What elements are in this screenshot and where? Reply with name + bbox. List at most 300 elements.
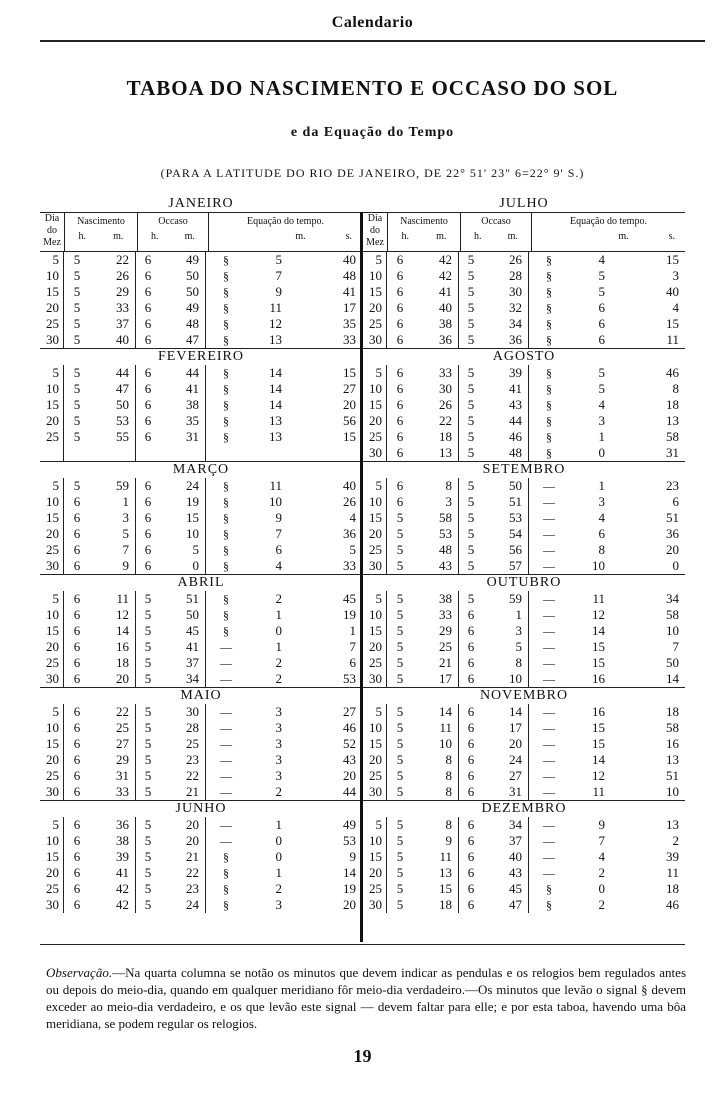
table-row [40,752,362,768]
sunrise-hour: 6 [396,494,404,509]
equation-sec: 17 [343,300,356,315]
page-subtitle: e da Equação do Tempo [290,125,455,140]
empty-cell [246,445,288,461]
equation-sec: 40 [343,252,356,267]
header-h: h. [78,231,87,242]
equation-sign: — [543,672,555,686]
sunset-hour: 5 [467,332,475,347]
sunrise-hour: 6 [73,639,81,654]
equation-sign: — [220,656,232,670]
sunset-min: 23 [160,752,206,768]
sunset-hour: 5 [467,542,475,557]
sunrise-hour: 6 [396,365,404,380]
equation-sec: 15 [343,429,356,444]
table-row [40,429,362,445]
equation-sign: § [223,382,229,396]
sunrise-min: 22 [413,413,459,429]
month-block-left [40,196,362,348]
equation-sec: 31 [666,445,679,460]
sunrise-min: 37 [90,316,136,332]
sunrise-hour: 6 [396,300,404,315]
sunrise-min: 3 [90,510,136,526]
table-row [363,429,685,445]
sunset-min: 22 [160,768,206,784]
day-cell: 10 [40,833,64,849]
equation-sign: — [220,721,232,735]
sunset-hour: 6 [144,268,152,283]
sunset-min: 51 [160,591,206,607]
sunrise-min: 33 [413,607,459,623]
equation-sign: § [223,269,229,283]
sunrise-hour: 5 [396,591,404,606]
equation-sec: 15 [343,365,356,380]
equation-sign: — [220,753,232,767]
sunrise-min: 17 [413,671,459,687]
sunrise-hour: 5 [73,413,81,428]
sunrise-min: 20 [90,671,136,687]
sunrise-min: 26 [413,397,459,413]
day-cell: 20 [40,300,64,316]
sunrise-min: 25 [90,720,136,736]
day-cell: 15 [363,736,387,752]
sunrise-hour: 6 [73,558,81,573]
sunset-hour: 5 [467,591,475,606]
sunrise-min: 10 [413,736,459,752]
sunset-hour: 6 [467,817,475,832]
equation-min: 6 [598,332,605,347]
table-row [363,865,685,881]
day-cell: 20 [363,526,387,542]
equation-sign: § [546,333,552,347]
day-cell: 30 [363,784,387,800]
table-row [40,849,362,865]
month-name: SETEMBRO [482,462,566,477]
table-row [363,542,685,558]
sunrise-min: 8 [413,817,459,833]
equation-sign: § [546,446,552,460]
day-cell: 30 [40,671,64,687]
equation-min: 10 [592,558,605,573]
sunset-min: 48 [483,445,529,461]
sunrise-hour: 6 [73,671,81,686]
sunrise-hour: 6 [73,704,81,719]
equation-sec: 7 [672,639,679,654]
day-cell: 30 [40,897,64,913]
empty-cell [90,445,136,461]
sunrise-hour: 5 [73,268,81,283]
header-m: m. [436,231,447,242]
equation-min: 3 [275,736,282,751]
equation-sec: 18 [666,881,679,896]
sunset-min: 27 [483,768,529,784]
equation-min: 3 [598,413,605,428]
day-cell: 20 [40,639,64,655]
equation-sec: 43 [343,752,356,767]
equation-sec: 19 [343,607,356,622]
equation-sign: § [223,479,229,493]
equation-sec: 36 [666,526,679,541]
header-dia-line: do [370,225,380,236]
sunset-min: 20 [160,833,206,849]
sunrise-hour: 5 [73,478,81,493]
day-cell: 10 [40,494,64,510]
sunrise-hour: 6 [73,736,81,751]
sunrise-min: 42 [90,881,136,897]
sunset-min: 56 [483,542,529,558]
day-cell: 5 [363,478,387,494]
table-row [363,623,685,639]
sunrise-hour: 5 [396,881,404,896]
sunrise-hour: 5 [396,655,404,670]
day-cell: 25 [363,542,387,558]
sunset-min: 45 [483,881,529,897]
table-row [363,268,685,284]
sunrise-hour: 6 [396,397,404,412]
equation-sec: 46 [343,720,356,735]
sunrise-hour: 6 [73,623,81,638]
header-dia-line: Dia [44,213,60,224]
sunset-hour: 6 [144,510,152,525]
sunrise-hour: 6 [396,284,404,299]
table-row [363,639,685,655]
sunrise-hour: 6 [73,494,81,509]
equation-min: 3 [275,897,282,912]
equation-sec: 18 [666,704,679,719]
sunset-min: 20 [483,736,529,752]
month-name: AGOSTO [492,349,556,364]
table-row-empty [40,445,362,461]
sunrise-min: 11 [413,849,459,865]
header-equacao [532,213,685,251]
equation-sign: — [543,527,555,541]
sunset-min: 46 [483,429,529,445]
equation-sec: 58 [666,429,679,444]
equation-sign: § [223,898,229,912]
sunset-hour: 5 [467,526,475,541]
day-cell: 5 [40,817,64,833]
sunset-min: 54 [483,526,529,542]
sunset-min: 5 [483,639,529,655]
month-block-left [40,800,362,913]
table-row [40,252,362,268]
sunset-hour: 6 [144,332,152,347]
sunrise-hour: 5 [396,558,404,573]
sunrise-min: 40 [90,332,136,348]
sunrise-min: 22 [90,252,136,268]
day-cell: 20 [363,413,387,429]
sunset-min: 44 [483,413,529,429]
day-cell: 30 [363,332,387,348]
equation-min: 16 [592,704,605,719]
month-name: NOVEMBRO [479,688,569,703]
sunset-min: 5 [160,542,206,558]
month-block-right [363,461,685,574]
table-row [363,445,685,461]
sunset-hour: 5 [144,591,152,606]
sunrise-hour: 6 [73,865,81,880]
month-block-right [363,196,685,348]
sunrise-hour: 5 [396,526,404,541]
sunrise-hour: 6 [73,526,81,541]
equation-sec: 20 [343,397,356,412]
equation-sec: 0 [672,558,679,573]
sunrise-hour: 6 [73,881,81,896]
sunset-min: 21 [160,784,206,800]
header-dia-line: Dia [367,213,383,224]
table-row [363,704,685,720]
day-cell: 5 [363,817,387,833]
table-row [40,494,362,510]
sunset-hour: 6 [144,494,152,509]
equation-sign: — [220,640,232,654]
sunrise-hour: 5 [73,365,81,380]
sunset-hour: 6 [467,704,475,719]
sunset-min: 3 [483,623,529,639]
equation-sec: 27 [343,704,356,719]
sunset-hour: 5 [467,300,475,315]
equation-min: 5 [598,268,605,283]
sunrise-hour: 6 [73,720,81,735]
header-dia-line: Mez [43,237,61,248]
equation-sign: — [220,737,232,751]
day-cell: 30 [363,558,387,574]
sunset-min: 30 [160,704,206,720]
sunrise-hour: 6 [73,752,81,767]
table-row [40,526,362,542]
sunset-min: 41 [160,639,206,655]
day-cell: 20 [40,526,64,542]
table-bottom-rule [40,944,685,945]
sunrise-min: 14 [413,704,459,720]
sunset-hour: 5 [144,639,152,654]
sunset-hour: 5 [144,720,152,735]
header-dia-line: do [47,225,57,236]
sunset-hour: 6 [467,607,475,622]
sunrise-min: 18 [413,897,459,913]
sunset-min: 38 [160,397,206,413]
equation-sec: 6 [349,655,356,670]
day-cell: 15 [363,510,387,526]
equation-sec: 46 [666,365,679,380]
sunrise-hour: 6 [396,429,404,444]
equation-sign: § [223,511,229,525]
sunset-min: 10 [160,526,206,542]
sunrise-min: 31 [90,768,136,784]
sunset-hour: 5 [467,558,475,573]
table-row [40,817,362,833]
equation-min: 6 [275,542,282,557]
sunset-min: 48 [160,316,206,332]
equation-min: 4 [598,397,605,412]
column-header-row [363,212,685,252]
sunrise-min: 30 [413,381,459,397]
header-h: h. [151,231,159,242]
table-row [363,478,685,494]
equation-sign: — [220,818,232,832]
equation-sec: 23 [666,478,679,493]
header-occaso-sub [138,231,208,243]
sunrise-min: 33 [413,365,459,381]
sunset-hour: 6 [144,397,152,412]
observation-label: Observação. [46,965,113,980]
table-row [363,413,685,429]
sunset-min: 8 [483,655,529,671]
sunrise-hour: 6 [396,268,404,283]
equation-sec: 11 [666,332,679,347]
equation-sec: 19 [343,881,356,896]
day-cell: 15 [40,284,64,300]
day-cell: 10 [363,268,387,284]
equation-sec: 14 [666,671,679,686]
header-h: h. [401,231,410,242]
equation-min: 15 [592,655,605,670]
header-h: h. [474,231,482,242]
sunrise-min: 1 [90,494,136,510]
equation-sign: — [543,705,555,719]
sunrise-min: 15 [413,881,459,897]
sunrise-min: 29 [90,752,136,768]
sunset-min: 47 [483,897,529,913]
table-row [363,881,685,897]
equation-sign: — [220,672,232,686]
page-title: TABOA DO NASCIMENTO E OCCASO DO SOL [126,76,619,100]
sunrise-min: 26 [90,268,136,284]
equation-sign: § [546,253,552,267]
day-cell: 15 [40,397,64,413]
sunrise-min: 12 [90,607,136,623]
equation-min: 1 [275,607,282,622]
equation-min: 2 [598,865,605,880]
empty-cell [206,445,246,461]
sunrise-hour: 5 [396,833,404,848]
sunset-hour: 5 [467,494,475,509]
sunset-min: 17 [483,720,529,736]
day-cell: 15 [40,623,64,639]
equation-min: 0 [275,833,282,848]
sunrise-hour: 5 [396,752,404,767]
sunset-hour: 5 [144,736,152,751]
sunset-min: 41 [160,381,206,397]
equation-sign: § [546,414,552,428]
header-equacao-sub [209,231,362,243]
sunrise-min: 18 [90,655,136,671]
equation-min: 14 [269,381,282,396]
table-row [40,865,362,881]
sunset-min: 39 [483,365,529,381]
equation-sign: — [543,495,555,509]
sunrise-hour: 6 [396,252,404,267]
equation-sign: § [546,269,552,283]
equation-sec: 13 [666,817,679,832]
sunset-hour: 5 [144,671,152,686]
equation-sign: § [223,527,229,541]
month-block-right [363,687,685,800]
table-row [363,300,685,316]
sunset-min: 10 [483,671,529,687]
sunrise-min: 3 [413,494,459,510]
sunset-min: 50 [160,268,206,284]
sunrise-hour: 5 [396,849,404,864]
table-row [40,316,362,332]
header-dia-line: Mez [366,237,384,248]
sunrise-min: 22 [90,704,136,720]
table-row [40,300,362,316]
sunrise-hour: 5 [73,429,81,444]
day-cell: 20 [40,413,64,429]
table-row [40,397,362,413]
sunset-hour: 5 [467,397,475,412]
header-nascimento-sub [65,231,137,243]
sunrise-hour: 5 [73,381,81,396]
observation-text: —Na quarta columna se notão os minutos que devem indicar as pendulas e os relogios bem regulados antes ou depois do meio-dia, quando em qualquer meridiano fôr meio-dia verdadeiro.—Os minutos que levão o signal § devem exceder ao meio-dia verdadeiro, e os que levão este signal — devem faltar para elle; e por esta taboa, havendo uma bôa meridiana, se podem regular os relogios. [46,965,686,1031]
equation-min: 15 [592,720,605,735]
sunset-min: 43 [483,865,529,881]
sunrise-min: 50 [90,397,136,413]
equation-sec: 53 [343,671,356,686]
equation-min: 9 [275,284,282,299]
sunrise-hour: 5 [396,784,404,799]
sunset-hour: 5 [467,478,475,493]
day-cell: 10 [363,607,387,623]
sunrise-hour: 6 [396,478,404,493]
sunset-hour: 6 [144,381,152,396]
table-row [363,736,685,752]
month-name: JUNHO [175,801,227,816]
table-row [40,768,362,784]
sunset-min: 19 [160,494,206,510]
equation-min: 10 [269,494,282,509]
sunrise-min: 8 [413,478,459,494]
equation-sec: 58 [666,720,679,735]
equation-min: 1 [598,478,605,493]
table-row [363,752,685,768]
table-row [363,817,685,833]
equation-sign: — [543,834,555,848]
sunset-hour: 6 [467,752,475,767]
sunset-hour: 5 [467,445,475,460]
day-cell: 5 [40,365,64,381]
equation-min: 2 [275,655,282,670]
table-row [363,526,685,542]
table-row [40,671,362,687]
table-row [363,332,685,348]
equation-sec: 51 [666,510,679,525]
equation-min: 3 [598,494,605,509]
page-number: 19 [353,1046,372,1066]
month-name: DEZEMBRO [481,801,567,816]
equation-sign: — [543,656,555,670]
sunrise-hour: 5 [73,284,81,299]
sunrise-min: 9 [413,833,459,849]
column-header-row [40,212,362,252]
sunset-min: 0 [160,558,206,574]
equation-sec: 51 [666,768,679,783]
sunset-hour: 6 [144,542,152,557]
empty-cell [160,445,206,461]
sunrise-hour: 5 [73,397,81,412]
equation-sign: — [543,818,555,832]
day-cell: 25 [363,881,387,897]
sunset-min: 40 [483,849,529,865]
equation-min: 15 [592,639,605,654]
sunset-min: 25 [160,736,206,752]
table-row [363,591,685,607]
equation-sec: 35 [343,316,356,331]
table-row [363,397,685,413]
equation-sign: — [543,640,555,654]
equation-sign: § [223,317,229,331]
sunrise-min: 25 [413,639,459,655]
